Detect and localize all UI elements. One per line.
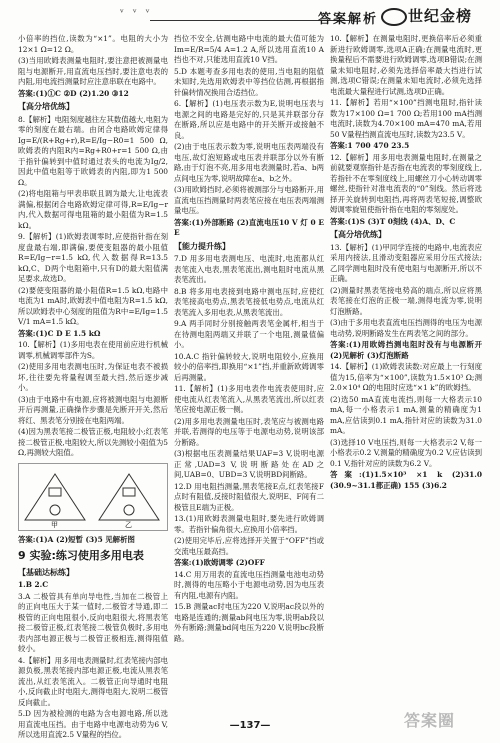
answer-line: 答案:(1)外部断路 (2)直流电压10 V 灯 0 E E	[174, 217, 324, 237]
watermark: 答案圈	[404, 711, 456, 730]
column-left	[18, 34, 168, 739]
section-heading: 【能力提升练】	[174, 241, 230, 251]
paragraph: 8.【解析】电阻刻度越往左其数值越大,电阻为零的刻度在最右端。由闭合电路欧姆定律得Ig=E/(R+Rg+r),R=E/Ig−R0=1 500 Ω,欧姆表的内阻R内=Rg+R0+r=1 500 Ω,由于指针偏转到中值时通过表头的电流为Ig/2,因此中值电阻等于欧姆表的内阻,即为1 500 Ω。	[18, 114, 168, 187]
chapter-title: 9 实验:练习使用多用电表	[18, 549, 144, 562]
paragraph: (4)因为黑表笔接二极管正极,电阻较小;红表笔接二极管正极,电阻较大,所以先测较小阻值为5 Ω,再测较大阻值。	[18, 427, 168, 457]
paragraph: (2)选50 mA直流电流挡,则每一大格表示10 mA,每一小格表示1 mA,测量的精确度为1 mA,应估读到0.1 mA,指针对应的读数为31.0 mA。	[330, 394, 482, 435]
answer-line: 答案:1 700 470 23.5	[330, 141, 410, 150]
paragraph: 11.【解析】若用“×100”挡测电阻时,指针读数为17×100 Ω=1 700 Ω;若用100 mA挡测电流时,读数为4.70×100 mA=470 mA,若用50 V量程挡测直流电压时,读数为23.5 V。	[330, 98, 482, 139]
paragraph: 6.【解析】(1)电压表示数为E,说明电压表与电源之间的电路是完好的,只是其并联部分存在断路,所以应是电路中的开关断开或接触不良。	[174, 99, 324, 140]
section-heading: 【高分培优练】	[330, 230, 386, 239]
answer-line: 答案:(1)S (3)T 0刻线 (4)A、D、C	[330, 216, 456, 226]
answer-line: 1.B 2.C	[18, 580, 49, 589]
paragraph: (3)由于多用电表直流电压挡测得的电压为电源电动势,说明断路发生在两表笔之间的部分。	[330, 318, 482, 338]
column-middle	[174, 34, 324, 714]
answer-line: 答案:(1)①C ②D (2)1.20 ③12	[18, 88, 129, 98]
paragraph: (2)测量时黑表笔接电势高的端点,所以应将黑表笔接在灯泡的正极一端,测得电流为零,说明灯泡断路。	[330, 285, 482, 316]
paragraph: 14.【解析】(1)欧姆表读数:对应最上一行刻度值为15,倍率为“×100”,读数为1.5×10³ Ω;测2.0×10⁴ Ω的电阻时应选“×1 k”的欧姆挡。	[330, 362, 482, 392]
circuit-label-1: 甲	[51, 520, 58, 529]
paragraph: 3.A 二极管具有单向导电性,当加在二极管上的正向电压大于某一值时,二极管才导通,即二极管的正向电阻很小,反向电阻很大,将黑表笔接二极管正极,红表笔接二极管负极时,多用电表内部电源正极与二极管正极相连,测得阻值较小。	[18, 591, 168, 653]
paragraph: 7.D 用多用电表测电压、电流时,电流都从红表笔流入电表,黑表笔流出,测电阻时电流从黑表笔流出。	[174, 254, 324, 284]
header-title: 答案解析	[318, 12, 379, 27]
brand-name: 世纪金榜	[408, 7, 473, 25]
paragraph: (2)使用多用电表测电压时,为保证电表不被损坏,往往要先将量程调至最大挡,然后逐步减小。	[18, 362, 168, 392]
paragraph: 挡位不安全,估测电路中电流的最大值可能为Im=E/R=5/4 A=1.2 A,所以选用直流10 A挡也不对,只能选用直流10 V挡。	[174, 34, 324, 64]
paragraph: 15.B 测量ac时电压为220 V,说明ac段以外的电路是连通的;测量ab间电压为零,说明ab段以外有断路;测量bd间电压为220 V,说明bc段断路。	[174, 602, 324, 643]
paragraph: 9.A 两手同时分别接触两表笔金属杆,相当于在待测电阻两端又并联了一个电阻,测量值偏小。	[174, 319, 324, 349]
paragraph: 5.D 本题考查多用电表的使用,当电阻的阻值未知时,先选用欧姆表中等挡位估测,再根据指针偏转情况换用合适挡位。	[174, 66, 324, 97]
paragraph: (3)当用欧姆表测量电阻时,要注意把被测量电阻与电源断开,用直流电压挡时,要注意电表的内阻,用电流挡测量时应注意串联在电路中。	[18, 56, 168, 86]
paragraph: 8.B 将多用电表接到电路中测电压时,应使红表笔接高电势点,黑表笔接低电势点,电流从红表笔流入多用电表,从黑表笔流出。	[174, 286, 324, 317]
answer-line: 答案:(1)用欧姆挡测电阻时没有与电源断开 (2)见解析 (3)灯泡断路	[330, 340, 482, 360]
paragraph: (3)用欧姆挡时,必须将被测部分与电路断开,用直流电压挡测量时两表笔应接在电压表两端测量电压。	[174, 185, 324, 215]
page-number: —137—	[229, 720, 271, 731]
answer-line: 答案:(1)1.5×10³ ×1 k (2)31.0 (30.9~31.1都正确) 155 (3)6.2	[330, 470, 482, 490]
circuit-diagram	[18, 463, 168, 531]
birds-decoration-icon: ᵛ ᵛ ᵛ	[120, 8, 153, 19]
brand-logo-icon	[381, 8, 407, 26]
paragraph: 13.(1)用欧姆表测量电阻时,要先进行欧姆调零。若指针偏角很大,应换用小倍率挡。	[174, 514, 324, 534]
paragraph: (3)根据电压表测量结果UAF=3 V,说明电源正常,UAD=3 V,说明断路处在AD之间,UAB=0、UBD=3 V,说明BD间断路。	[174, 449, 324, 479]
paragraph: (2)由于电压表示数为零,说明电压表两端没有电压,故灯泡短路或电压表并联部分以外有断路,由于灯泡不亮,用多用电表测量时,若a、b两点间电压为零,说明故障在a、b之外。	[174, 142, 324, 183]
paragraph: 12.D 用电阻挡测量,黑表笔接E点,红表笔接F点时有阻值,反接时阻值很大,说明E、F间有二极管且E端为正极。	[174, 481, 324, 512]
paragraph: 5.D 因为被检测的电路为含电源电路,所以选用直流电压挡。由于电路中电源电动势为6 V,所以选用直流2.5 V量程的挡位。	[18, 709, 168, 739]
paragraph: (3)由于电路中有电源,应将被测电阻与电源断开后再测量,正确操作步骤是先断开开关,然后将红、黑表笔分别接在电阻两端。	[18, 394, 168, 425]
paragraph: 12.【解析】用多用电表测量电阻时,在测量之前就要观察指针是否指在电流表的零刻度线上,若指针不在零刻度线上,用螺丝刀小心转动调零螺丝,使指针对准电流表的“0”刻线。然后将选择开关旋转到电阻挡,再将两表笔短接,调整欧姆调零旋钮使指针指在电阻的零刻度处。	[330, 152, 482, 214]
answer-line: 答案:(1)欧姆调零 (2)OFF	[174, 558, 265, 567]
section-heading: 【基础达标练】	[18, 567, 74, 577]
paragraph: 4.【解析】用多用电表测量时,红表笔接内部电源负极,黑表笔接内部电源正极,电流从黑表笔流出,从红表笔流入。二极管正向导通时电阻小,反向截止时电阻大,测得电阻大,说明二极管反向截止。	[18, 655, 168, 707]
paragraph: 小倍率的挡位,读数为“×1”。电阻的大小为12×1 Ω=12 Ω。	[18, 34, 168, 54]
circuit-label-2: 乙	[125, 520, 132, 529]
paragraph: 13.【解析】(1)甲同学连接的电路中,电流表应采用内接法,且滑动变阻器应采用分压式接法;乙同学测电阻时没有使电阻与电源断开,所以不正确。	[330, 242, 482, 283]
paragraph: 10.A.C 指针偏转较大,说明电阻较小,应换用较小的倍率挡,即换用“×1”挡,并重新欧姆调零后再测量。	[174, 351, 324, 382]
answer-line: 答案:(1)A (2)短暂 (3)5 见解析图	[18, 534, 135, 544]
paragraph: (2)要使变阻器的最小阻值R=1.5 kΩ,电路中电流为1 mA时,欧姆表中值电阻为R=1.5 kΩ,所以欧姆表中心刻度的阻值为R中=E/Ig=1.5 V/1 mA=1.5 kΩ。	[18, 285, 168, 326]
answer-line: 答案:(1)C D E 1.5 kΩ	[18, 328, 101, 338]
section-heading: 【高分培优练】	[18, 102, 74, 111]
paragraph: (2)用多用电表测量电压时,表笔应与被测电路并联,若测得的电压等于电源电动势,说明该部分断路。	[174, 416, 324, 447]
column-right	[330, 34, 482, 714]
paragraph: 10.【解析】在测量电阻时,更换倍率后必须重新进行欧姆调零,选项A正确;在测量电流时,更换量程后不需要进行欧姆调零,选项B错误;在测量未知电阻时,必须先选择倍率最大挡进行试测,选项C错误;在测量未知电流时,必须先选择电流最大量程进行试测,选项D正确。	[330, 34, 482, 96]
paragraph: 9.【解析】(1)欧姆表调零时,应使指针指在刻度盘最右端,即满偏,要使变阻器的最小阻值R=E/Ig−r=1.5 kΩ,代入数据得R=13.5 kΩ,C、D两个电阻箱中,只有D的最大阻值满足要求,故选D。	[18, 232, 168, 283]
page-header	[0, 0, 500, 34]
paragraph: (2)将电阻箱与甲表串联且调为最大,让电流表满偏,根据闭合电路欧姆定律可得,R=E/Ig−r内,代入数据可得电阻箱的最小阻值为R=1.5 kΩ。	[18, 189, 168, 230]
paragraph: (2)使用完毕后,应将选择开关置于“OFF”挡或交流电压最高挡。	[174, 536, 324, 556]
paragraph: 11.【解析】(1)多用电表作电流表使用时,应使电流从红表笔流入,从黑表笔流出,所以红表笔应接电源正极一侧。	[174, 384, 324, 414]
paragraph: 10.【解析】(1)多用电表在使用前应进行机械调零,机械调零部件为S。	[18, 340, 168, 360]
paragraph: (3)选择10 V电压挡,则每一大格表示2 V,每一小格表示0.2 V,测量的精确度为0.2 V,应估读到0.1 V,指针对应的读数为6.2 V。	[330, 437, 482, 468]
paragraph: 14.C 用万用表的直流电压挡测量电池电动势时,测得的电压略小于电源电动势,因为电压表有内阻,电源有内阻。	[174, 569, 324, 600]
